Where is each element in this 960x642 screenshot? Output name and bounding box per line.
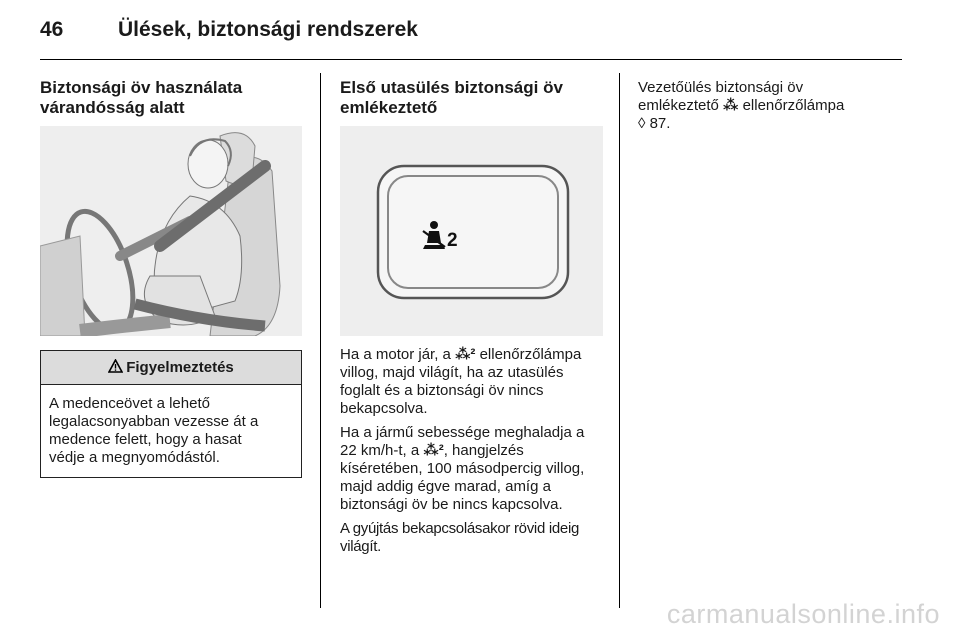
warning-box <box>40 350 302 478</box>
seatbelt-symbol: ⁂² <box>423 442 444 459</box>
warning-line: legalacsonyabban vezesse át a <box>49 413 259 430</box>
pregnant-driver-illustration <box>40 126 302 336</box>
text: Ha a motor jár, a <box>340 346 456 363</box>
seatbelt-symbol: ⁂² <box>455 346 476 363</box>
driver-reminder-text <box>638 79 900 133</box>
column-divider-1 <box>320 73 321 608</box>
warning-line: A medenceövet a lehető <box>49 395 210 412</box>
column-divider-2 <box>619 73 620 608</box>
text: ellenőrzőlámpa <box>738 97 845 114</box>
paragraph <box>340 424 603 514</box>
heading-line: várandósság alatt <box>40 98 185 117</box>
text: világít. <box>340 538 381 555</box>
text: foglalt és a biztonsági öv nincs <box>340 382 544 399</box>
text: ellenőrzőlámpa <box>475 346 582 363</box>
header-rule <box>40 59 902 60</box>
paragraph <box>340 520 603 556</box>
text: bekapcsolva. <box>340 400 428 417</box>
column-1 <box>40 78 302 478</box>
warning-title: Figyelmeztetés <box>126 359 234 376</box>
text: emlékeztető <box>638 97 724 114</box>
text: kíséretében, 100 másodpercig villog, <box>340 460 585 477</box>
page-number: 46 <box>40 18 64 41</box>
column-2 <box>340 78 603 562</box>
text: majd addig égve marad, amíg a <box>340 478 551 495</box>
warning-line: medence felett, hogy a hasat <box>49 431 242 448</box>
heading-line: Első utasülés biztonsági öv <box>340 78 563 97</box>
seatbelt-symbol: ⁂ <box>723 97 739 114</box>
page-reference-icon[interactable]: ◊ <box>638 115 646 132</box>
heading-line: Biztonsági öv használata <box>40 78 243 97</box>
warning-text <box>41 385 301 477</box>
passenger-reminder-text <box>340 346 603 556</box>
column-3 <box>638 79 900 139</box>
page-title: Ülések, biztonsági rendszerek <box>118 18 418 41</box>
text: , hangjelzés <box>443 442 524 459</box>
text: villog, majd világít, ha az utasülés <box>340 364 564 381</box>
watermark: carmanualsonline.info <box>666 599 940 629</box>
indicator-label: 2 <box>447 230 458 251</box>
section-heading-passenger-reminder <box>340 78 603 118</box>
heading-line: emlékeztető <box>340 98 438 117</box>
paragraph <box>340 346 603 418</box>
section-heading-pregnancy <box>40 78 302 118</box>
text: A gyújtás bekapcsolásakor rövid ideig <box>340 520 580 537</box>
page-reference-link[interactable]: 87. <box>645 115 671 132</box>
text: Vezetőülés biztonsági öv <box>638 79 804 96</box>
text: biztonsági öv be nincs kapcsolva. <box>340 496 563 513</box>
warning-triangle-icon <box>108 359 123 373</box>
text: Ha a jármű sebessége meghaladja a <box>340 424 585 441</box>
text: 22 km/h-t, a <box>340 442 424 459</box>
warning-line: védje a megnyomódástól. <box>49 449 220 466</box>
warning-header <box>41 351 301 385</box>
indicator-illustration <box>340 126 603 336</box>
